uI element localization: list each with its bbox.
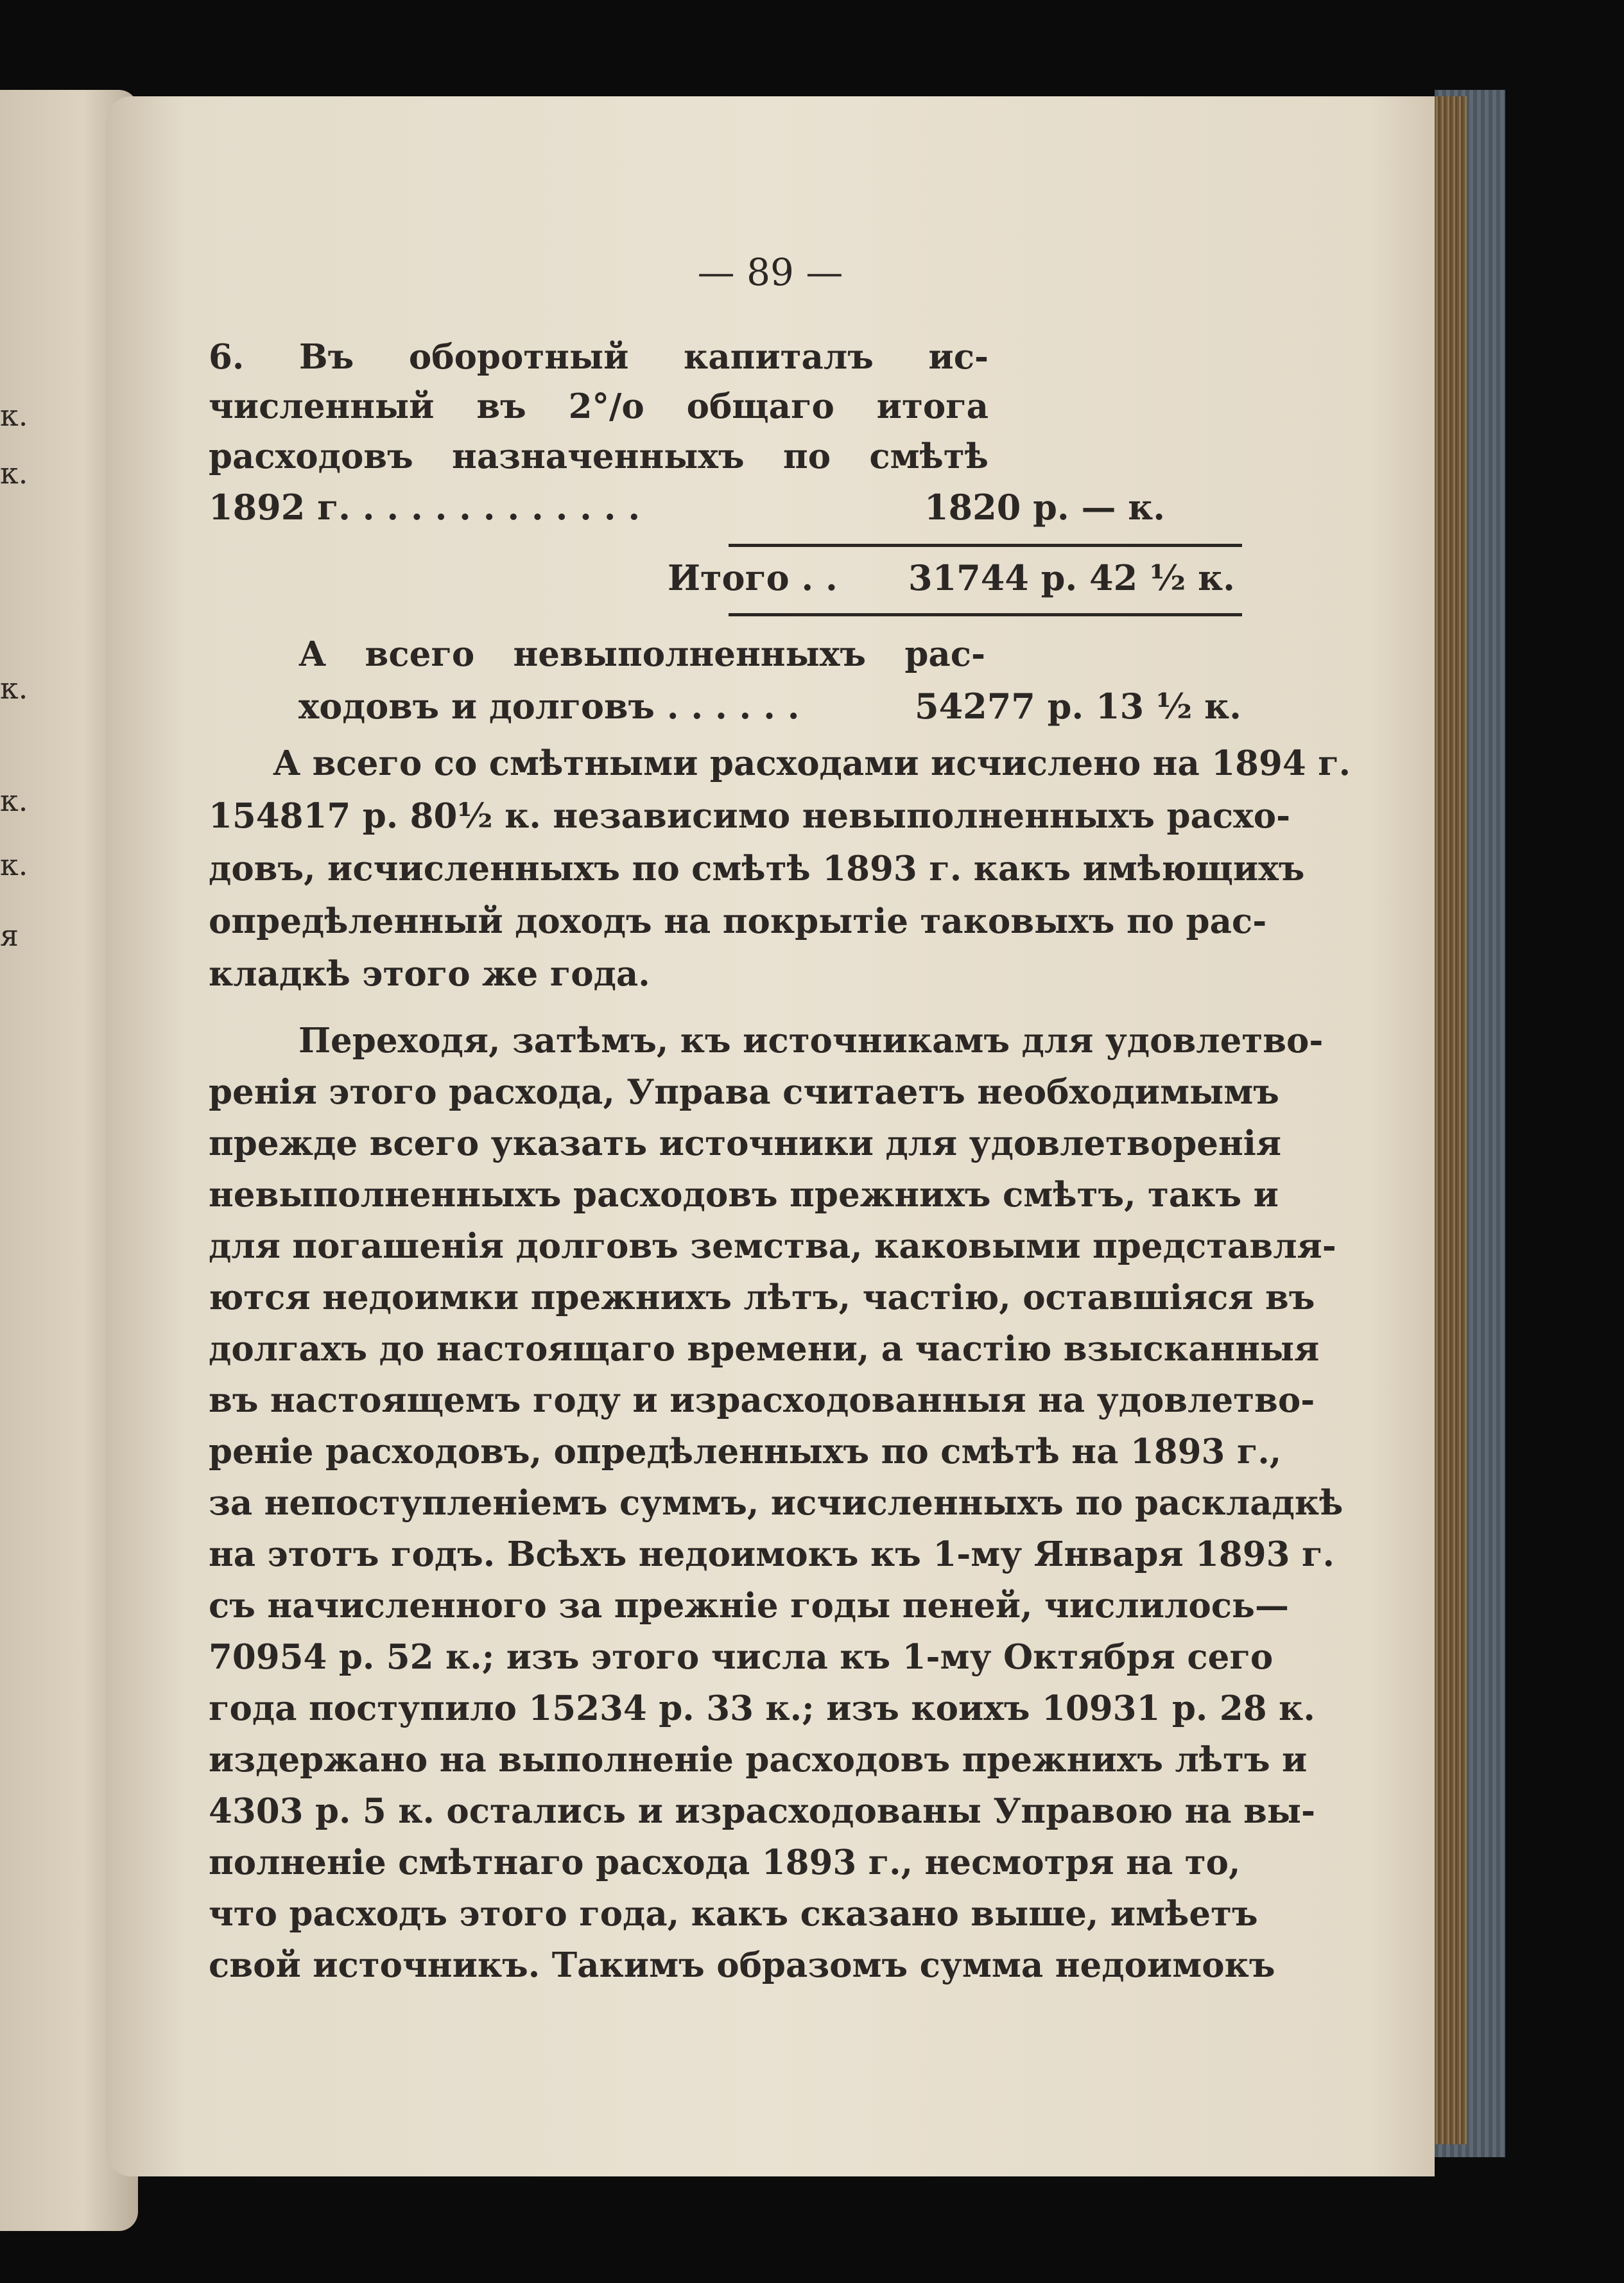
- paragraph2-line: прежде всего указать источники для удовлетворенія: [209, 1124, 1282, 1163]
- paragraph2-line: полненіе смѣтнаго расхода 1893 г., несмотря на то,: [209, 1843, 1241, 1882]
- paragraph1-line: довъ, исчисленныхъ по смѣтѣ 1893 г. какъ имѣющихъ: [209, 849, 1305, 889]
- paragraph2-line: съ начисленного за прежніе годы пеней, числилось—: [209, 1586, 1289, 1626]
- paragraph2-line: въ настоящемъ году и израсходованныя на удовлетво-: [209, 1380, 1315, 1420]
- prev-page-fragment: я: [0, 918, 19, 953]
- paragraph2-line: 70954 р. 52 к.; изъ этого числа къ 1-му Октября сего: [209, 1637, 1274, 1677]
- grand-line: А всего невыполненныхъ рас-: [298, 634, 985, 674]
- grand-line: ходовъ и долговъ . . . . . .: [298, 686, 800, 727]
- paragraph2-line: реніе расходовъ, опредѣленныхъ по смѣтѣ на 1893 г.,: [209, 1432, 1282, 1471]
- page-number: — 89 —: [697, 250, 843, 294]
- paragraph2-line: на этотъ годъ. Всѣхъ недоимокъ къ 1-му Января 1893 г.: [209, 1534, 1335, 1574]
- paragraph2-line: издержано на выполненіе расходовъ прежнихъ лѣтъ и: [209, 1740, 1308, 1780]
- paragraph2-line: ются недоимки прежнихъ лѣтъ, частію, оставшіяся въ: [209, 1278, 1315, 1317]
- paragraph1-line: А всего со смѣтными расходами исчислено на 1894 г.: [273, 743, 1351, 783]
- paragraph2-line: невыполненныхъ расходовъ прежнихъ смѣтъ, такъ и: [209, 1175, 1279, 1215]
- book-page: [106, 96, 1435, 2176]
- item6-amount: 1820 р. — к.: [924, 487, 1166, 528]
- item6-line: 6. Въ оборотный капиталъ ис-: [209, 337, 989, 377]
- prev-page-fragment: к.: [0, 847, 28, 882]
- paragraph1-line: кладкѣ этого же года.: [209, 954, 650, 994]
- item6-line: расходовъ назначенныхъ по смѣтѣ: [209, 437, 989, 476]
- item6-last-line: 1892 г. . . . . . . . . . . . .: [209, 487, 641, 528]
- paragraph2-line: года поступило 15234 р. 33 к.; изъ коихъ 10931 р. 28 к.: [209, 1688, 1315, 1728]
- prev-page-fragment: к.: [0, 456, 28, 490]
- paragraph2-line: Переходя, затѣмъ, къ источникамъ для удовлетво-: [298, 1021, 1324, 1061]
- prev-page-fragment: к.: [0, 671, 28, 706]
- sum-rule: [729, 544, 1242, 547]
- paragraph2-line: для погашенія долговъ земства, каковыми представля-: [209, 1226, 1336, 1266]
- paragraph2-line: ренія этого расхода, Управа считаетъ необходимымъ: [209, 1072, 1279, 1112]
- paragraph2-line: долгахъ до настоящаго времени, а частію взысканныя: [209, 1329, 1320, 1369]
- paragraph1-line: опредѣленный доходъ на покрытіе таковыхъ по рас-: [209, 901, 1267, 941]
- grand-amount: 54277 р. 13 ½ к.: [915, 686, 1241, 727]
- total-label: Итого . .: [668, 557, 838, 598]
- paragraph2-line: за непоступленіемъ суммъ, исчисленныхъ по раскладкѣ: [209, 1483, 1343, 1523]
- prev-page-fragment: к.: [0, 398, 28, 433]
- item6-line: численный въ 2°/о общаго итога: [209, 386, 989, 426]
- total-amount: 31744 р. 42 ½ к.: [908, 557, 1235, 598]
- paragraph1-line: 154817 р. 80½ к. независимо невыполненныхъ расхо-: [209, 796, 1291, 836]
- paragraph2-line: свой источникъ. Такимъ образомъ сумма недоимокъ: [209, 1945, 1275, 1985]
- total-rule: [729, 613, 1242, 616]
- paragraph2-line: что расходъ этого года, какъ сказано выше, имѣетъ: [209, 1894, 1258, 1934]
- paragraph2-line: 4303 р. 5 к. остались и израсходованы Управою на вы-: [209, 1791, 1316, 1831]
- prev-page-fragment: к.: [0, 783, 28, 818]
